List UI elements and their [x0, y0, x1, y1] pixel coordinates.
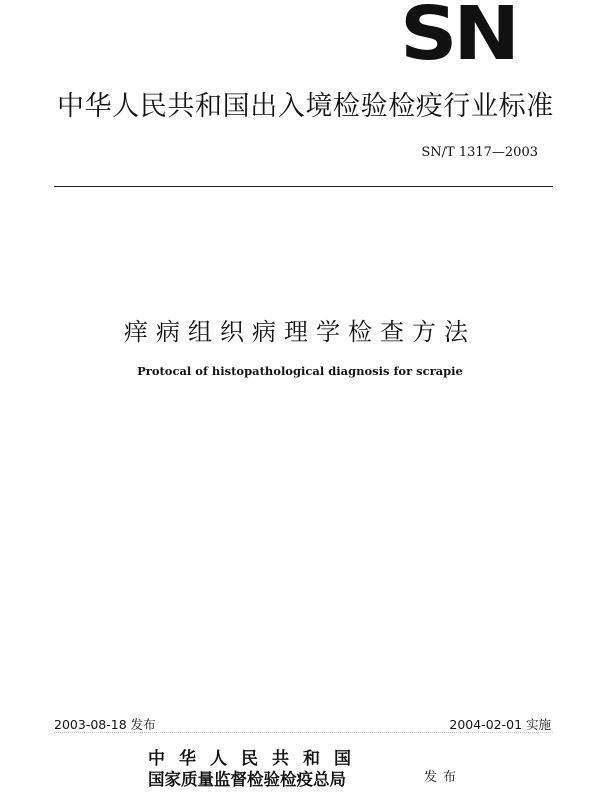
effective-date: 2004-02-01 实施: [449, 717, 551, 732]
header-divider: [54, 186, 553, 187]
issuer-agency: 国家质量监督检验检疫总局: [148, 770, 346, 789]
footer-divider: [54, 732, 553, 733]
issuer-release-label: 发布: [424, 770, 463, 785]
standard-number: SN/T 1317—2003: [421, 145, 538, 160]
document-title-english: Protocal of histopathological diagnosis for scrapie: [137, 364, 463, 378]
issuer-block: [148, 744, 468, 794]
organization-header: 中华人民共和国出入境检验检疫行业标准: [57, 91, 554, 122]
document-title-chinese: 痒病组织病理学检查方法: [124, 318, 476, 346]
sn-logo: SN: [400, 0, 516, 77]
issuer-country: 中华人民共和国: [148, 749, 365, 769]
issue-date: 2003-08-18 发布: [54, 717, 156, 732]
